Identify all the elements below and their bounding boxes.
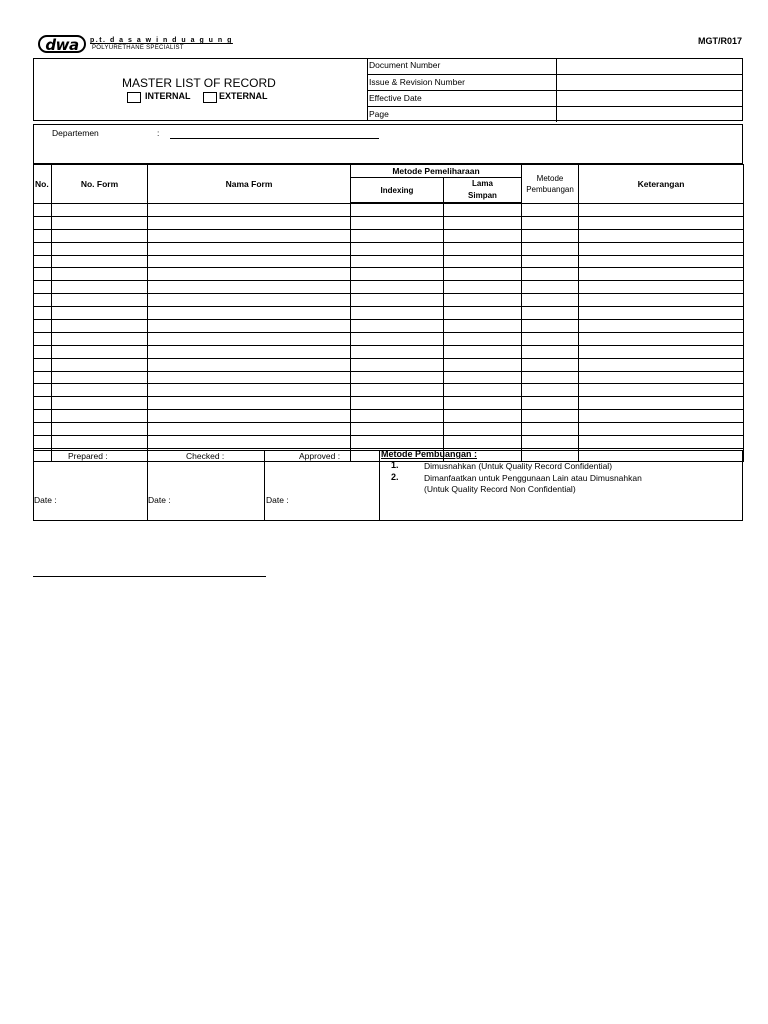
table-cell[interactable]	[148, 384, 351, 397]
table-row	[34, 294, 744, 307]
table-cell[interactable]	[522, 242, 579, 255]
table-cell[interactable]	[34, 345, 52, 358]
table-cell[interactable]	[444, 384, 522, 397]
table-cell[interactable]	[579, 216, 744, 229]
table-cell[interactable]	[522, 294, 579, 307]
table-cell[interactable]	[522, 255, 579, 268]
approval-divider	[379, 450, 380, 521]
item2-text: Dimanfaatkan untuk Penggunaan Lain atau Dimusnahkan	[424, 473, 642, 483]
table-cell[interactable]	[52, 216, 148, 229]
table-cell[interactable]	[351, 281, 444, 294]
table-cell[interactable]	[522, 320, 579, 333]
table-cell[interactable]	[52, 229, 148, 242]
table-row	[34, 345, 744, 358]
table-cell[interactable]	[52, 410, 148, 423]
table-cell[interactable]	[52, 332, 148, 345]
table-cell[interactable]	[351, 294, 444, 307]
table-cell[interactable]	[522, 423, 579, 436]
table-cell[interactable]	[444, 294, 522, 307]
meta-value-field[interactable]	[556, 58, 743, 74]
external-checkbox[interactable]	[203, 92, 217, 103]
table-cell[interactable]	[522, 332, 579, 345]
meta-effective-date	[367, 90, 743, 106]
table-cell[interactable]	[444, 268, 522, 281]
table-cell[interactable]	[351, 268, 444, 281]
col-keterangan: Keterangan	[579, 165, 744, 204]
meta-value-field[interactable]	[556, 107, 743, 122]
meta-issue-revision	[367, 74, 743, 90]
table-row	[34, 384, 744, 397]
table-cell[interactable]	[148, 203, 351, 216]
meta-document-number	[367, 58, 743, 74]
table-cell[interactable]	[351, 397, 444, 410]
table-cell[interactable]	[444, 307, 522, 320]
table-cell[interactable]	[522, 358, 579, 371]
departemen-box	[33, 124, 743, 164]
table-cell[interactable]	[444, 410, 522, 423]
table-cell[interactable]	[444, 436, 522, 449]
table-cell[interactable]	[522, 436, 579, 449]
item2-text-cont: (Untuk Quality Record Non Confidential)	[424, 484, 576, 494]
table-row	[34, 332, 744, 345]
table-cell[interactable]	[148, 397, 351, 410]
table-cell[interactable]	[579, 307, 744, 320]
table-cell[interactable]	[148, 320, 351, 333]
table-cell[interactable]	[351, 242, 444, 255]
table-cell[interactable]	[34, 281, 52, 294]
table-cell[interactable]	[148, 371, 351, 384]
table-cell[interactable]	[34, 203, 52, 216]
table-cell[interactable]	[444, 371, 522, 384]
form-code: MGT/R017	[697, 36, 742, 46]
table-cell[interactable]	[444, 423, 522, 436]
table-row	[34, 203, 744, 216]
meta-label: Effective Date	[369, 93, 422, 103]
col-nama-form: Nama Form	[148, 165, 351, 204]
table-row	[34, 358, 744, 371]
table-cell[interactable]	[52, 268, 148, 281]
table-cell[interactable]	[52, 345, 148, 358]
table-cell[interactable]	[148, 436, 351, 449]
prepared-date-label: Date :	[34, 495, 57, 505]
departemen-label: Departemen	[52, 128, 99, 138]
table-cell[interactable]	[522, 410, 579, 423]
table-row	[34, 410, 744, 423]
col-no-form: No. Form	[52, 165, 148, 204]
internal-checkbox[interactable]	[127, 92, 141, 103]
table-cell[interactable]	[444, 242, 522, 255]
table-row	[34, 242, 744, 255]
table-cell[interactable]	[579, 371, 744, 384]
col-no: No.	[34, 165, 52, 204]
table-cell[interactable]	[444, 281, 522, 294]
table-cell[interactable]	[34, 294, 52, 307]
item2-num: 2.	[391, 472, 399, 482]
table-cell[interactable]	[34, 410, 52, 423]
table-cell[interactable]	[52, 436, 148, 449]
table-cell[interactable]	[351, 320, 444, 333]
table-cell[interactable]	[579, 229, 744, 242]
table-cell[interactable]	[522, 384, 579, 397]
signature-line	[33, 576, 266, 577]
checked-label: Checked :	[186, 451, 225, 461]
table-cell[interactable]	[148, 229, 351, 242]
page-title: MASTER LIST OF RECORD	[122, 76, 276, 90]
table-cell[interactable]	[351, 332, 444, 345]
checked-date-label: Date :	[148, 495, 171, 505]
table-cell[interactable]	[444, 216, 522, 229]
table-cell[interactable]	[351, 384, 444, 397]
table-cell[interactable]	[148, 410, 351, 423]
col-metode-pemeliharaan: Metode Pemeliharaan	[351, 165, 522, 178]
col-lama-simpan	[444, 178, 522, 204]
table-cell[interactable]	[52, 384, 148, 397]
col-metode-line1: Metode	[536, 173, 564, 183]
table-cell[interactable]	[148, 332, 351, 345]
table-cell[interactable]	[52, 255, 148, 268]
table-cell[interactable]	[579, 345, 744, 358]
table-cell[interactable]	[52, 307, 148, 320]
table-cell[interactable]	[351, 203, 444, 216]
table-cell[interactable]	[148, 294, 351, 307]
table-cell[interactable]	[579, 332, 744, 345]
table-cell[interactable]	[52, 320, 148, 333]
table-cell[interactable]	[148, 307, 351, 320]
meta-label: Issue & Revision Number	[369, 77, 465, 87]
table-cell[interactable]	[34, 371, 52, 384]
table-cell[interactable]	[34, 229, 52, 242]
table-row	[34, 255, 744, 268]
table-cell[interactable]	[579, 397, 744, 410]
approved-date-label: Date :	[266, 495, 289, 505]
col-metode-line2: Pembuangan	[526, 184, 574, 194]
table-cell[interactable]	[52, 423, 148, 436]
company-tagline: POLYURETHANE SPECIALIST	[92, 45, 184, 51]
meta-value-field[interactable]	[556, 75, 743, 91]
table-cell[interactable]	[148, 216, 351, 229]
col-lama-line1: Lama	[472, 179, 493, 188]
table-cell[interactable]	[34, 384, 52, 397]
table-row	[34, 320, 744, 333]
table-cell[interactable]	[34, 255, 52, 268]
col-metode-pembuangan	[522, 165, 579, 204]
table-row	[34, 229, 744, 242]
table-cell[interactable]	[34, 216, 52, 229]
table-cell[interactable]	[522, 371, 579, 384]
table-cell[interactable]	[522, 397, 579, 410]
table-cell[interactable]	[522, 268, 579, 281]
table-cell[interactable]	[579, 242, 744, 255]
table-cell[interactable]	[34, 242, 52, 255]
table-cell[interactable]	[522, 216, 579, 229]
meta-page	[367, 106, 743, 121]
table-cell[interactable]	[444, 345, 522, 358]
table-cell[interactable]	[444, 229, 522, 242]
table-cell[interactable]	[148, 242, 351, 255]
table-cell[interactable]	[34, 423, 52, 436]
table-cell[interactable]	[52, 294, 148, 307]
col-lama-line2: Simpan	[468, 191, 497, 200]
table-cell[interactable]	[579, 358, 744, 371]
external-label: EXTERNAL	[219, 91, 268, 101]
table-cell[interactable]	[34, 268, 52, 281]
table-cell[interactable]	[34, 358, 52, 371]
table-cell[interactable]	[34, 320, 52, 333]
table-cell[interactable]	[52, 281, 148, 294]
table-row	[34, 281, 744, 294]
departemen-input-line[interactable]	[170, 138, 379, 139]
meta-value-field[interactable]	[556, 91, 743, 107]
table-cell[interactable]	[351, 410, 444, 423]
table-cell[interactable]	[351, 345, 444, 358]
table-cell[interactable]	[444, 332, 522, 345]
table-cell[interactable]	[579, 255, 744, 268]
table-row	[34, 436, 744, 449]
table-cell[interactable]	[148, 255, 351, 268]
table-cell[interactable]	[351, 358, 444, 371]
approval-hline	[33, 461, 379, 462]
table-cell[interactable]	[444, 320, 522, 333]
record-table	[33, 164, 744, 462]
table-cell[interactable]	[351, 216, 444, 229]
table-cell[interactable]	[148, 423, 351, 436]
table-cell[interactable]	[579, 294, 744, 307]
item1-text: Dimusnahkan (Untuk Quality Record Confidential)	[424, 461, 613, 471]
prepared-label: Prepared :	[68, 451, 108, 461]
table-cell[interactable]	[52, 358, 148, 371]
table-cell[interactable]	[522, 345, 579, 358]
table-cell[interactable]	[579, 384, 744, 397]
table-cell[interactable]	[444, 397, 522, 410]
table-cell[interactable]	[52, 371, 148, 384]
meta-label: Document Number	[369, 60, 441, 70]
table-cell[interactable]	[351, 255, 444, 268]
table-cell[interactable]	[148, 345, 351, 358]
table-cell[interactable]	[579, 281, 744, 294]
table-row	[34, 371, 744, 384]
company-name: p.t. d a s a w i n d u a g u n g	[90, 37, 233, 44]
table-cell[interactable]	[444, 255, 522, 268]
table-cell[interactable]	[579, 436, 744, 449]
metode-pembuangan-title: Metode Pembuangan :	[381, 449, 478, 459]
table-row	[34, 216, 744, 229]
table-cell[interactable]	[34, 332, 52, 345]
table-cell[interactable]	[522, 307, 579, 320]
departemen-colon: :	[157, 128, 160, 138]
table-cell[interactable]	[148, 281, 351, 294]
table-cell[interactable]	[52, 397, 148, 410]
table-cell[interactable]	[444, 358, 522, 371]
table-cell[interactable]	[351, 371, 444, 384]
table-cell[interactable]	[34, 307, 52, 320]
meta-label: Page	[369, 109, 389, 119]
table-cell[interactable]	[52, 203, 148, 216]
table-cell[interactable]	[444, 203, 522, 216]
table-cell[interactable]	[579, 268, 744, 281]
table-cell[interactable]	[351, 436, 444, 449]
table-cell[interactable]	[34, 436, 52, 449]
table-cell[interactable]	[148, 268, 351, 281]
table-cell[interactable]	[579, 410, 744, 423]
approved-label: Approved :	[299, 451, 341, 461]
table-cell[interactable]	[579, 320, 744, 333]
table-row	[34, 423, 744, 436]
table-cell[interactable]	[351, 423, 444, 436]
table-cell[interactable]	[52, 242, 148, 255]
table-row	[34, 397, 744, 410]
col-indexing: Indexing	[351, 178, 444, 204]
table-cell[interactable]	[34, 397, 52, 410]
table-cell[interactable]	[522, 229, 579, 242]
table-cell[interactable]	[522, 281, 579, 294]
table-cell[interactable]	[351, 307, 444, 320]
table-row	[34, 307, 744, 320]
company-logo: dwa	[38, 35, 86, 53]
table-cell[interactable]	[351, 229, 444, 242]
table-cell[interactable]	[579, 203, 744, 216]
table-cell[interactable]	[579, 423, 744, 436]
table-cell[interactable]	[522, 203, 579, 216]
table-cell[interactable]	[148, 358, 351, 371]
item1-num: 1.	[391, 460, 399, 470]
table-row	[34, 268, 744, 281]
internal-label: INTERNAL	[145, 91, 191, 101]
